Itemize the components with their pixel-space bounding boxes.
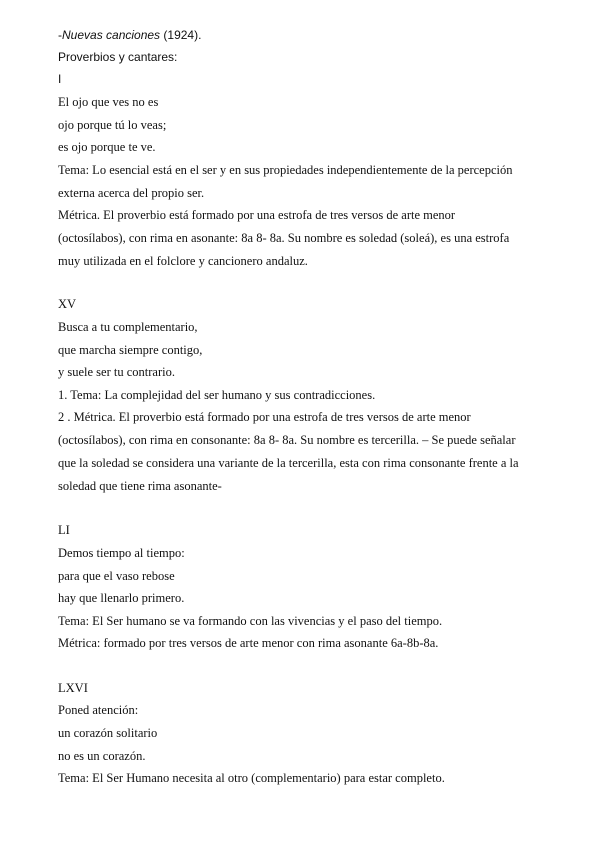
verse-line: hay que llenarlo primero. [58,591,185,605]
metrica-text: soledad que tiene rima asonante- [58,479,222,493]
tema-text: Tema: Lo esencial está en el ser y en sus propiedades independientemente de la percepción [58,163,513,177]
tema-text: externa acerca del propio ser. [58,186,205,200]
verse-line: un corazón solitario [58,726,158,740]
verse-line: Poned atención: [58,703,139,717]
book-dash: - [58,28,62,42]
metrica-text: 2 . Métrica. El proverbio está formado por una estrofa de tres versos de arte menor [58,410,471,424]
book-year: (1924). [160,28,202,42]
verse-line: Busca a tu complementario, [58,320,198,334]
tema-text: 1. Tema: La complejidad del ser humano y sus contradicciones. [58,388,376,402]
poem-numeral: LI [58,523,70,537]
book-reference [58,28,201,42]
verse-line: ojo porque tú lo veas; [58,118,167,132]
tema-text: Tema: El Ser humano se va formando con las vivencias y el paso del tiempo. [58,614,443,628]
verse-line: para que el vaso rebose [58,569,175,583]
poem-numeral: LXVI [58,681,88,695]
section-title: Proverbios y cantares: [58,50,178,64]
verse-line: no es un corazón. [58,749,146,763]
tema-text: Tema: El Ser Humano necesita al otro (complementario) para estar completo. [58,771,445,785]
metrica-text: Métrica. El proverbio está formado por una estrofa de tres versos de arte menor [58,208,456,222]
verse-line: es ojo porque te ve. [58,140,156,154]
book-title: Nuevas canciones [62,28,161,42]
metrica-text: muy utilizada en el folclore y cancionero andaluz. [58,254,308,268]
verse-line: y suele ser tu contrario. [58,365,175,379]
poem-numeral: XV [58,297,77,311]
verse-line: que marcha siempre contigo, [58,343,203,357]
metrica-text: (octosílabos), con rima en asonante: 8a 8- 8a. Su nombre es soledad (soleá), es una estrofa [58,231,510,245]
verse-line: Demos tiempo al tiempo: [58,546,185,560]
poem-numeral: I [58,72,62,86]
metrica-text: (octosílabos), con rima en consonante: 8a 8- 8a. Su nombre es tercerilla. – Se puede señalar [58,433,516,447]
metrica-text: que la soledad se considera una variante de la tercerilla, esta con rima consonante frente a la [58,456,519,470]
metrica-text: Métrica: formado por tres versos de arte menor con rima asonante 6a-8b-8a. [58,636,439,650]
verse-line: El ojo que ves no es [58,95,159,109]
